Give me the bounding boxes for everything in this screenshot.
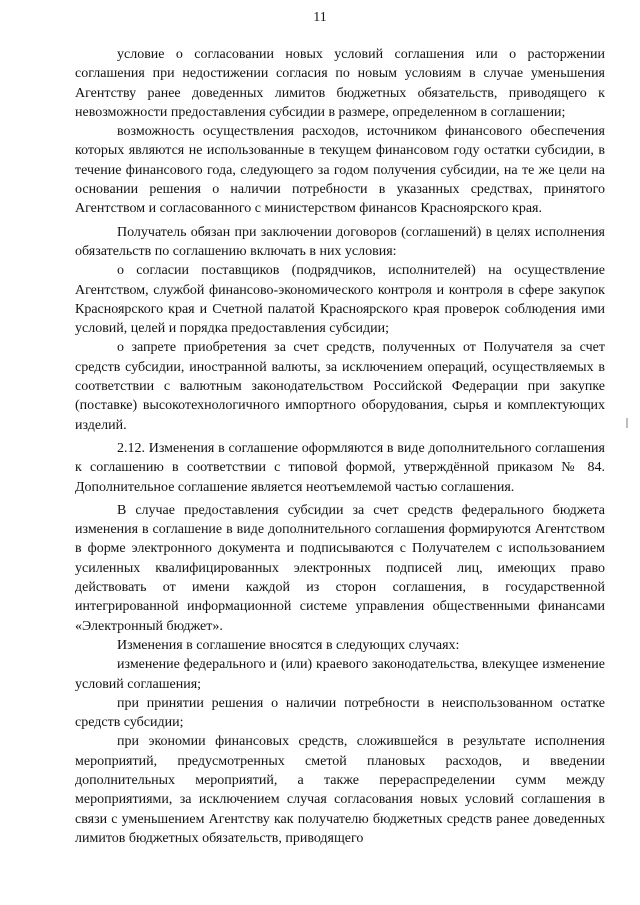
paragraph: условие о согласовании новых условий соглашения или о расторжении соглашения при недостижении согласия по новым условиям в случае уменьшения Агентству ранее доведенных лимитов бюджетных обязательств, приводящего к невозможности предоставления субсидии в размере, определенном в соглашении; (75, 47, 605, 120)
paragraph: возможность осуществления расходов, источником финансового обеспечения которых являются не использованные в текущем финансовом году остатки субсидии, в течение финансового года, следующего за годом получения субсидии, на те же цели на основании решения о наличии потребности в указанных средствах, принятого Агентством и согласованного с министерством финансов Красноярского края. (75, 124, 605, 217)
paragraph: изменение федерального и (или) краевого законодательства, влекущее изменение условий соглашения; (75, 657, 605, 692)
paragraph: при принятии решения о наличии потребности в неиспользованном остатке средств субсидии; (75, 695, 605, 731)
paragraph: при экономии финансовых средств, сложившейся в результате исполнения мероприятий, предусмотренных сметой плановых расходов, и введении дополнительных мероприятий, а также перераспределении сумм между мероприятиями, за исключением случая согласования новых условий соглашения в связи с уменьшением Агентству как получателю бюджетных средств ранее доведенных лимитов бюджетных обязательств, приводящего (75, 734, 605, 846)
scan-artifact (626, 418, 628, 428)
document-body (75, 45, 605, 848)
paragraph: о согласии поставщиков (подрядчиков, исполнителей) на осуществление Агентством, службой финансово-экономического контроля и контроля в сфере закупок Красноярского края и Счетной палатой Красноярского края проверок соблюдения ими условий, целей и порядка предоставления субсидии; (75, 263, 605, 337)
paragraph: 2.12. Изменения в соглашение оформляются в виде дополнительного соглашения к соглашению в соответствии с типовой формой, утверждённой приказом № 84. Дополнительное соглашение является неотъемлемой частью соглашения. (75, 440, 605, 495)
paragraph: о запрете приобретения за счет средств, полученных от Получателя за счет средств субсидии, иностранной валюты, за исключением операций, осуществляемых в соответствии с валютным законодательством Российской Федерации при закупке (поставке) высокотехнологичного импортного оборудования, сырья и комплектующих изделий. (75, 340, 605, 433)
paragraph: Изменения в соглашение вносятся в следующих случаях: (117, 637, 460, 653)
page-number: 11 (313, 10, 327, 25)
paragraph: В случае предоставления субсидии за счет средств федерального бюджета изменения в соглашение в виде дополнительного соглашения формируются Агентством в форме электронного документа и подписываются с Получателем с использованием усиленных квалифицированных электронных подписей лиц, имеющих право действовать от имени каждой из сторон соглашения, в государственной интегрированной информационной системе управления общественными финансами «Электронный бюджет». (75, 502, 605, 634)
paragraph: Получатель обязан при заключении договоров (соглашений) в целях исполнения обязательств по соглашению включать в них условия: (75, 224, 605, 259)
